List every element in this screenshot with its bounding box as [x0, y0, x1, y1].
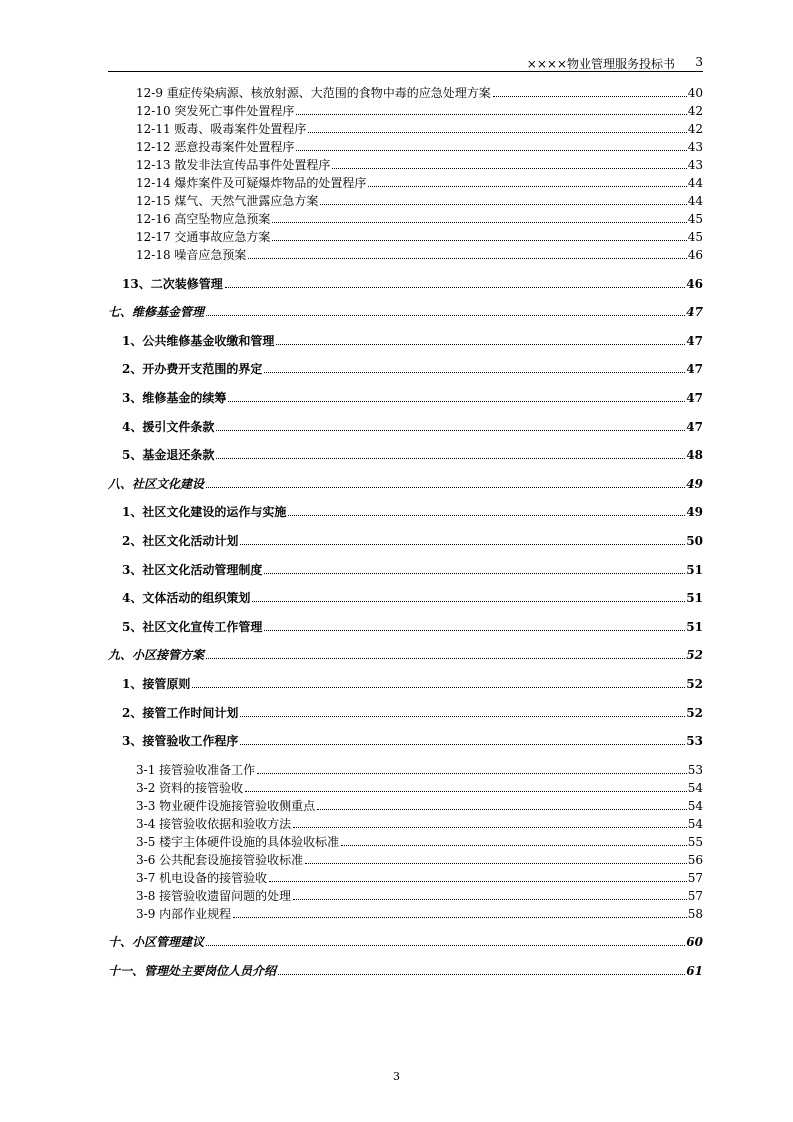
dot-leader	[206, 945, 685, 946]
toc-entry-label: 十、小区管理建议	[108, 935, 205, 950]
toc-entry-page: 56	[687, 852, 703, 867]
toc-entry-page: 57	[687, 870, 703, 885]
toc-entry-label: 12-15 煤气、天然气泄露应急方案	[136, 194, 319, 208]
toc-entry[interactable]	[108, 561, 703, 579]
toc-entry-label: 3-1 接管验收准备工作	[136, 762, 256, 777]
toc-entry-page: 43	[687, 140, 703, 154]
toc-entry-label: 3-4 接管验收依据和验收方法	[136, 816, 292, 831]
toc-entry-label: 3-2 资料的接管验收	[136, 780, 244, 795]
toc-entry-page: 61	[686, 964, 703, 978]
toc-entry-page: 47	[686, 419, 703, 434]
dot-leader	[264, 372, 685, 373]
toc-entry[interactable]	[108, 532, 703, 550]
toc-entry[interactable]	[108, 303, 703, 321]
dot-leader	[368, 186, 686, 187]
toc-entry-page: 47	[686, 362, 703, 377]
dot-leader	[276, 344, 685, 345]
dot-leader	[293, 899, 687, 900]
toc-entry[interactable]	[108, 675, 703, 693]
toc-entry-label: 3-3 物业硬件设施接管验收侧重点	[136, 798, 316, 813]
toc-entry-label: 1、社区文化建设的运作与实施	[122, 505, 287, 520]
toc-entry-page: 45	[687, 230, 703, 244]
dot-leader	[269, 881, 687, 882]
toc-entry[interactable]	[108, 475, 703, 493]
toc-entry-page: 48	[686, 448, 703, 463]
toc-entry[interactable]	[108, 797, 703, 815]
toc-entry[interactable]	[108, 589, 703, 607]
toc-entry[interactable]	[108, 174, 703, 192]
dot-leader	[264, 630, 685, 631]
dot-leader	[240, 544, 685, 545]
toc-entry-page: 54	[687, 780, 703, 795]
toc-entry-page: 51	[686, 591, 703, 606]
toc-entry-page: 44	[687, 176, 703, 190]
dot-leader	[296, 114, 686, 115]
dot-leader	[272, 240, 686, 241]
toc-entry[interactable]	[108, 905, 703, 923]
dot-leader	[320, 204, 686, 205]
toc-entry[interactable]	[108, 869, 703, 887]
toc-entry[interactable]	[108, 503, 703, 521]
toc-entry[interactable]	[108, 704, 703, 722]
dot-leader	[225, 287, 686, 288]
toc-entry-label: 12-9 重症传染病源、核放射源、大范围的食物中毒的应急处理方案	[136, 86, 491, 100]
toc-entry-label: 2、接管工作时间计划	[122, 705, 239, 720]
toc-entry-page: 51	[686, 562, 703, 577]
dot-leader	[264, 573, 685, 574]
toc-entry[interactable]	[108, 120, 703, 138]
toc-entry-page: 44	[687, 194, 703, 208]
page-header	[108, 53, 703, 72]
dot-leader	[240, 716, 685, 717]
dot-leader	[216, 430, 685, 431]
toc-entry-label: 13、二次装修管理	[122, 276, 223, 291]
toc-entry[interactable]	[108, 246, 703, 264]
toc-entry-label: 4、援引文件条款	[122, 419, 215, 434]
toc-entry[interactable]	[108, 833, 703, 851]
toc-entry[interactable]	[108, 228, 703, 246]
toc-entry[interactable]	[108, 732, 703, 750]
document-title: ××××物业管理服务投标书	[526, 57, 675, 71]
toc-entry-label: 5、基金退还条款	[122, 448, 215, 463]
toc-entry-page: 50	[686, 534, 703, 548]
footer-page-number: 3	[393, 1070, 400, 1083]
toc-entry-page: 53	[686, 734, 703, 749]
toc-entry-page: 49	[686, 505, 703, 520]
toc-entry-page: 45	[687, 212, 703, 226]
header-page-number: 3	[695, 55, 703, 69]
toc-entry-label: 2、开办费开支范围的界定	[122, 362, 263, 377]
dot-leader	[206, 658, 685, 659]
toc-entry[interactable]	[108, 360, 703, 378]
toc-entry-page: 43	[687, 158, 703, 172]
toc-entry-label: 3-9 内部作业规程	[136, 906, 232, 921]
toc-entry[interactable]	[108, 389, 703, 407]
dot-leader	[233, 917, 687, 918]
toc-entry[interactable]	[108, 192, 703, 210]
toc-entry[interactable]	[108, 446, 703, 464]
dot-leader	[305, 863, 687, 864]
toc-entry-page: 55	[687, 834, 703, 849]
dot-leader	[228, 401, 685, 402]
dot-leader	[248, 258, 686, 259]
dot-leader	[293, 827, 687, 828]
toc-entry-label: 3、社区文化活动管理制度	[122, 562, 263, 577]
toc-entry[interactable]	[108, 138, 703, 156]
toc-entry-label: 12-18 噪音应急预案	[136, 248, 247, 262]
dot-leader	[308, 132, 686, 133]
toc-entry-label: 3-7 机电设备的接管验收	[136, 870, 268, 885]
toc-entry-label: 3-6 公共配套设施接管验收标准	[136, 852, 304, 867]
toc-entry[interactable]	[108, 618, 703, 636]
toc-entry[interactable]	[108, 210, 703, 228]
toc-entry[interactable]	[108, 851, 703, 869]
toc-entry[interactable]	[108, 84, 703, 102]
toc-entry-label: 3、维修基金的续筹	[122, 391, 227, 405]
toc-entry-label: 12-12 恶意投毒案件处置程序	[136, 140, 295, 154]
toc-entry[interactable]	[108, 779, 703, 797]
toc-entry-label: 1、公共维修基金收缴和管理	[122, 333, 275, 348]
toc-entry-page: 47	[686, 305, 703, 320]
dot-leader	[296, 150, 686, 151]
toc-entry-label: 12-17 交通事故应急方案	[136, 230, 271, 244]
toc-entry-label: 八、社区文化建设	[108, 476, 205, 491]
toc-entry-label: 1、接管原则	[122, 677, 191, 691]
toc-entry-label: 12-16 高空坠物应急预案	[136, 212, 271, 226]
dot-leader	[245, 791, 687, 792]
dot-leader	[332, 168, 686, 169]
toc-entry-page: 57	[687, 888, 703, 903]
dot-leader	[257, 773, 687, 774]
toc-entry[interactable]	[108, 962, 703, 980]
toc-entry-page: 58	[687, 906, 703, 921]
toc-entry-label: 12-10 突发死亡事件处置程序	[136, 104, 295, 118]
toc-entry[interactable]	[108, 418, 703, 436]
toc-entry-page: 52	[686, 648, 703, 663]
toc-entry-label: 12-13 散发非法宣传品事件处置程序	[136, 158, 331, 172]
dot-leader	[278, 974, 685, 975]
toc-entry-label: 3-5 楼宇主体硬件设施的具体验收标准	[136, 834, 340, 849]
toc-entry-label: 12-11 贩毒、吸毒案件处置程序	[136, 122, 307, 136]
dot-leader	[240, 744, 685, 745]
toc-entry-page: 42	[687, 104, 703, 118]
toc-entry-page: 47	[686, 333, 703, 348]
dot-leader	[272, 222, 686, 223]
toc-entry[interactable]	[108, 646, 703, 664]
toc-entry-label: 3-8 接管验收遗留问题的处理	[136, 888, 292, 903]
dot-leader	[192, 687, 685, 688]
toc-entry[interactable]	[108, 815, 703, 833]
toc-entry[interactable]	[108, 275, 703, 293]
toc-entry-label: 七、维修基金管理	[108, 305, 205, 320]
toc-entry-page: 46	[686, 276, 703, 291]
toc-entry[interactable]	[108, 761, 703, 779]
toc-entry-page: 47	[686, 391, 703, 405]
toc-entry-page: 49	[686, 476, 703, 491]
toc-entry-page: 53	[687, 762, 703, 777]
toc-entry-label: 十一、管理处主要岗位人员介绍	[108, 964, 277, 978]
toc-entry-label: 3、接管验收工作程序	[122, 734, 239, 749]
dot-leader	[288, 515, 685, 516]
toc-entry-label: 12-14 爆炸案件及可疑爆炸物品的处置程序	[136, 176, 367, 190]
dot-leader	[317, 809, 687, 810]
toc-entry[interactable]	[108, 933, 703, 951]
toc-entry[interactable]	[108, 102, 703, 120]
toc-entry-label: 2、社区文化活动计划	[122, 534, 239, 548]
toc-entry[interactable]	[108, 887, 703, 905]
dot-leader	[252, 601, 685, 602]
toc-entry-page: 51	[686, 619, 703, 634]
toc-entry-page: 40	[687, 86, 703, 100]
toc-entry-page: 60	[686, 935, 703, 950]
toc-entry-page: 52	[686, 677, 703, 691]
dot-leader	[493, 96, 687, 97]
toc-entry[interactable]	[108, 332, 703, 350]
dot-leader	[216, 458, 685, 459]
toc-entry-page: 54	[687, 798, 703, 813]
toc-entry-label: 5、社区文化宣传工作管理	[122, 619, 263, 634]
toc-entry-page: 46	[687, 248, 703, 262]
toc-entry-page: 42	[687, 122, 703, 136]
toc-entry-label: 九、小区接管方案	[108, 648, 205, 663]
dot-leader	[206, 315, 685, 316]
dot-leader	[341, 845, 687, 846]
toc-entry-page: 52	[686, 705, 703, 720]
dot-leader	[206, 487, 685, 488]
toc-entry-page: 54	[687, 816, 703, 831]
toc-entry-label: 4、文体活动的组织策划	[122, 591, 251, 606]
toc-entry[interactable]	[108, 156, 703, 174]
